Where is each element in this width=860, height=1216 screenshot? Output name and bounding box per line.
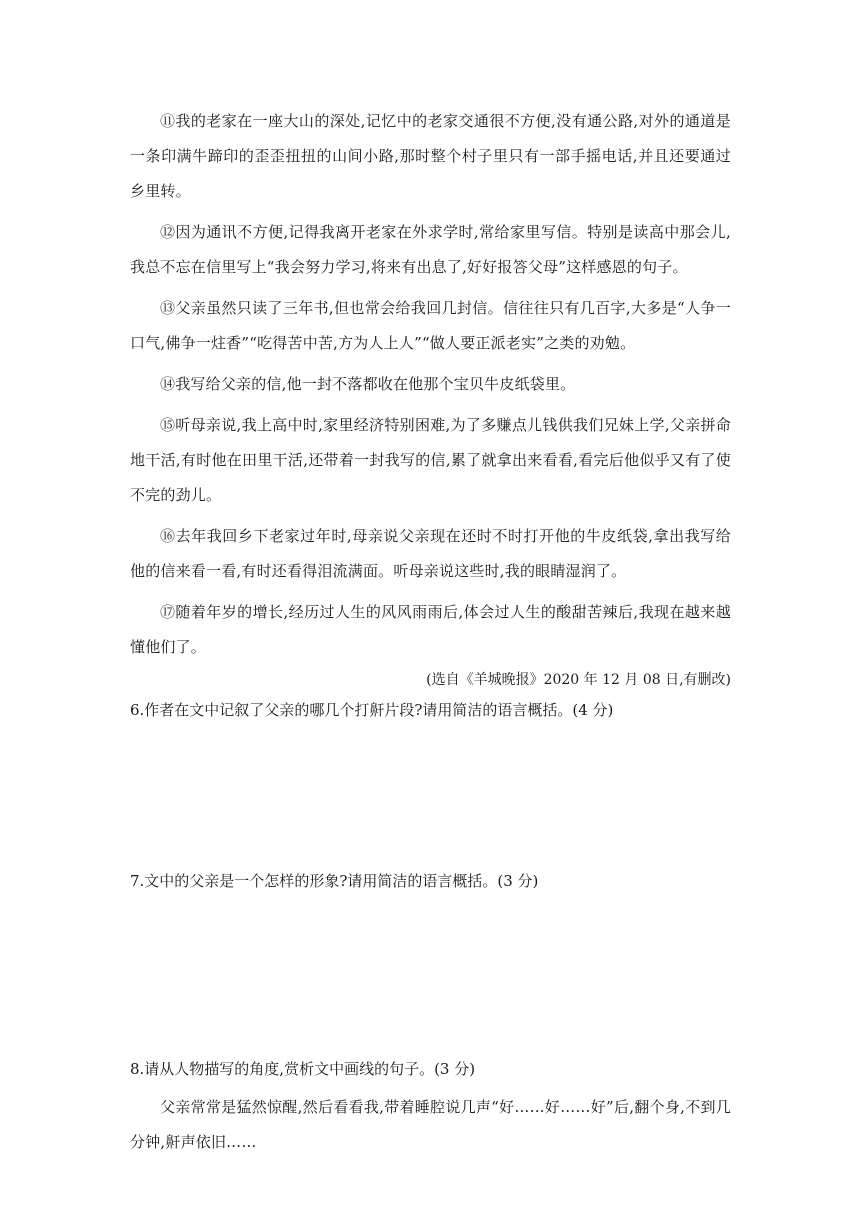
paragraph-15: ⑮听母亲说,我上高中时,家里经济特别困难,为了多赚点儿钱供我们兄妹上学,父亲拼命地干活,有时他在田里干活,还带着一封我写的信,累了就拿出来看看,看完后他似乎又有了使不完的劲儿。 — [130, 416, 731, 504]
paragraph-17: ⑰随着年岁的增长,经历过人生的风风雨雨后,体会过人生的酸甜苦辣后,我现在越来越懂他们了。 — [130, 603, 731, 656]
question-7: 7.文中的父亲是一个怎样的形象?请用简洁的语言概括。(3 分) — [130, 872, 539, 890]
question-8-quote: 父亲常常是猛然惊醒,然后看看我,带着睡腔说几声“好……好……好”后,翻个身,不到几分钟,鼾声依旧…… — [130, 1098, 731, 1151]
paragraph-16: ⑯去年我回乡下老家过年时,母亲说父亲现在还时不时打开他的牛皮纸袋,拿出我写给他的信来看一看,有时还看得泪流满面。听母亲说这些时,我的眼睛湿润了。 — [130, 527, 731, 580]
source-citation: (选自《羊城晚报》2020 年 12 月 08 日,有删改) — [426, 672, 731, 688]
answer-space-6 — [130, 725, 731, 866]
paragraph-12: ⑫因为通讯不方便,记得我离开老家在外求学时,常给家里写信。特别是读高中那会儿,我总不忘在信里写上“我会努力学习,将来有出息了,好好报答父母”这样感恩的句子。 — [130, 223, 731, 276]
paragraph-14: ⑭我写给父亲的信,他一封不落都收在他那个宝贝牛皮纸袋里。 — [160, 375, 576, 393]
top-margin — [130, 0, 731, 104]
paragraph-11: ⑪我的老家在一座大山的深处,记忆中的老家交通很不方便,没有通公路,对外的通道是一条印满牛蹄印的歪歪扭扭的山间小路,那时整个村子里只有一部手摇电话,并且还要通过乡里转。 — [130, 112, 731, 200]
answer-space-7 — [130, 896, 731, 1054]
paragraph-13: ⑬父亲虽然只读了三年书,但也常会给我回几封信。信往往只有几百字,大多是“人争一口气,佛争一炷香”“吃得苦中苦,方为人上人”“做人要正派老实”之类的劝勉。 — [130, 299, 731, 352]
document-page — [130, 0, 731, 1160]
question-8: 8.请从人物描写的角度,赏析文中画线的句子。(3 分) — [130, 1060, 476, 1078]
question-6: 6.作者在文中记叙了父亲的哪几个打鼾片段?请用简洁的语言概括。(4 分) — [130, 701, 614, 719]
